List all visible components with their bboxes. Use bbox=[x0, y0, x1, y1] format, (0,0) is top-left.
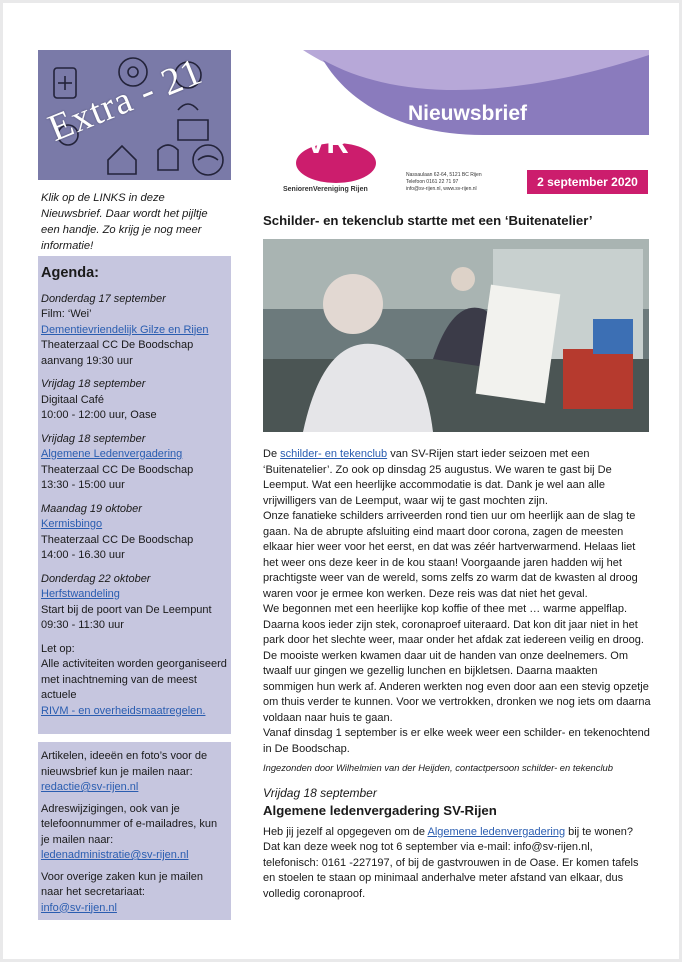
text-span: De bbox=[263, 448, 281, 460]
agenda-date: Maandag 19 oktober bbox=[41, 502, 142, 515]
banner-title: Extra - 21 bbox=[42, 50, 209, 150]
issue-date-badge: 2 september 2020 bbox=[527, 170, 648, 194]
web-line: info@sv-rijen.nl, www.sv-rijen.nl bbox=[406, 186, 477, 192]
newsletter-header bbox=[263, 50, 649, 200]
article-paragraph bbox=[263, 447, 651, 509]
agenda-time: 09:30 - 11:30 uur bbox=[41, 619, 124, 631]
text-span: Heb jij jezelf al opgegeven om de bbox=[263, 825, 428, 838]
text-span: van SV-Rijen start ieder seizoen met een ‘Buitenatelier’. Zo ook op dinsdag 25 augustus. We waren te gast bij De Leemput. Wat een heerlijke accommodatie is dat. Dank je wel aan alle vrijwilligers van de Leemput, waar wij te gast mochten zijn. bbox=[263, 448, 612, 507]
contact-box bbox=[38, 742, 231, 920]
agenda-location: Theaterzaal CC De Boodschap bbox=[41, 339, 194, 351]
article-credit bbox=[263, 760, 651, 776]
contact-paragraph bbox=[41, 802, 228, 864]
agenda-location: 10:00 - 12:00 uur, Oase bbox=[41, 409, 157, 421]
logo-text: SVR bbox=[285, 125, 349, 160]
agenda-date: Vrijdag 18 september bbox=[41, 378, 146, 390]
newsletter-title: Nieuwsbrief bbox=[408, 102, 528, 125]
agenda-item bbox=[41, 572, 228, 634]
contact-paragraph bbox=[41, 749, 228, 796]
phone-line: Telefoon 0161 22 71 97 bbox=[406, 179, 459, 185]
agenda-time: aanvang 19:30 uur bbox=[41, 354, 133, 367]
section-paragraph bbox=[263, 825, 651, 903]
contact-text: Adreswijzigingen, ook van je telefoonnummer of e-mailadres, kun je mailen naar: bbox=[41, 802, 218, 846]
redactie-email-link[interactable]: redactie@sv-rijen.nl bbox=[41, 781, 139, 793]
agenda-line: Film: ‘Wei’ bbox=[41, 308, 92, 320]
agenda-item bbox=[41, 432, 228, 494]
address-line: Nassaulaan 62-64, 5121 BC Rijen bbox=[406, 172, 482, 178]
logo-subtitle: SeniorenVereniging Rijen bbox=[283, 186, 368, 193]
credit-name: Ingezonden door Wilhelmien van der Heijden, bbox=[263, 762, 456, 773]
text-span: bij te wonen? Dat kan deze week nog tot 6 september via e-mail: info@sv-rijen.nl, telefonisch: 0161 -227197, of bij de gastvrouwen in de Oase. Er komen tafels en stoelen te staan op minimaal anderhalve meter afstand van elkaar, dus volledig coronaproof. bbox=[263, 825, 639, 900]
intro-text: Klik op de LINKS in deze Nieuwsbrief. Daar wordt het pijltje een handje. Zo krijg je nog meer informatie! bbox=[41, 192, 208, 252]
agenda-time: 13:30 - 15:00 uur bbox=[41, 479, 125, 491]
agenda-title: Agenda: bbox=[41, 265, 99, 281]
agenda-time: 14:00 - 16.30 uur bbox=[41, 549, 125, 561]
agenda-location: Theaterzaal CC De Boodschap bbox=[41, 533, 194, 546]
agenda-item bbox=[41, 502, 228, 564]
section-title: Algemene ledenvergadering SV-Rijen bbox=[263, 803, 497, 818]
agenda-item bbox=[41, 377, 228, 424]
notice-text: Alle activiteiten worden georganiseerd met inachtneming van de meest actuele bbox=[41, 658, 227, 701]
agenda-item bbox=[41, 292, 228, 370]
agenda-location: Theaterzaal CC De Boodschap bbox=[41, 463, 194, 476]
agenda-date: Donderdag 17 september bbox=[41, 292, 166, 305]
agenda-location: Start bij de poort van De Leempunt bbox=[41, 603, 212, 616]
agenda-link-herfstwandeling[interactable]: Herfstwandeling bbox=[41, 588, 120, 600]
agenda-line: Digitaal Café bbox=[41, 393, 104, 406]
agenda-link-kermisbingo[interactable]: Kermisbingo bbox=[41, 518, 103, 530]
agenda-link-ledenvergadering[interactable]: Algemene Ledenvergadering bbox=[41, 448, 183, 460]
credit-role: contactpersoon schilder- en tekenclub bbox=[455, 762, 613, 773]
ledenvergadering-link[interactable]: Algemene ledenvergadering bbox=[427, 825, 566, 838]
article-paragraph: Onze fanatieke schilders arriveerden rond tien uur om heerlijk aan de slag te gaan. Na de abrupte afsluiting eind maart door corona, zagen de meesten elkaar hier weer voor het eerst, en dat was zéér hartverwarmend. Helaas liet het weer ons deze keer in de kou staan! Voorgaande jaren hadden wij het prachtigste weer van de wereld, soms zelfs zo warm dat de kwasten al droog waren voor je ermee kon werken. Deze reis was dat niet het geval. bbox=[263, 510, 638, 600]
extra-banner bbox=[38, 50, 231, 180]
contact-text: Voor overige zaken kun je mailen naar het secretariaat: bbox=[41, 870, 204, 898]
newsletter-page bbox=[3, 3, 679, 959]
sidebar bbox=[38, 50, 231, 920]
article-photo bbox=[263, 239, 649, 432]
article-title: Schilder- en tekenclub startte met een ‘Buitenatelier’ bbox=[263, 213, 593, 228]
contact-paragraph bbox=[41, 870, 228, 917]
schilder-tekenclub-link[interactable]: schilder- en tekenclub bbox=[280, 448, 388, 460]
article-paragraph: We begonnen met een heerlijke kop koffie of thee met … warme appelflap. Daarna koos ieder zijn stek, coronaproef uiteraard. Dat kon dit jaar niet in het park door het slechte weer, maar onder het afdak zat iedereen veilig en droog. De mooiste werken kwamen daar uit de handen van onze deelnemers. Om twaalf uur gingen we gezellig lunchen en bijkletsen. Daarna maakten sommigen hun werk af. Anderen werkten nog even door aan een stevig opzetje om thuis verder te kunnen. Voor we vertrokken, dronken we nog iets om daarna voldaan naar huis te gaan. bbox=[263, 603, 651, 724]
agenda-date: Donderdag 22 oktober bbox=[41, 572, 151, 585]
ledenadministratie-email-link[interactable]: ledenadministratie@sv-rijen.nl bbox=[41, 849, 189, 861]
article-paragraph: Vanaf dinsdag 1 september is er elke week weer een schilder- en tekenochtend in De Boodschap. bbox=[263, 727, 650, 755]
notice bbox=[41, 642, 228, 720]
notice-label: Let op: bbox=[41, 642, 75, 655]
rivm-link[interactable]: RIVM - en overheidsmaatregelen. bbox=[41, 704, 206, 717]
agenda-box bbox=[38, 256, 231, 734]
address-block bbox=[406, 172, 482, 193]
section-date: Vrijdag 18 september bbox=[263, 785, 377, 800]
main-article bbox=[263, 213, 651, 902]
info-email-link[interactable]: info@sv-rijen.nl bbox=[41, 901, 117, 914]
contact-text: Artikelen, ideeën en foto’s voor de nieuwsbrief kun je mailen naar: bbox=[41, 750, 208, 778]
agenda-link-dementievriendelijk[interactable]: Dementievriendelijk Gilze en Rijen bbox=[41, 323, 209, 336]
agenda-date: Vrijdag 18 september bbox=[41, 432, 146, 445]
